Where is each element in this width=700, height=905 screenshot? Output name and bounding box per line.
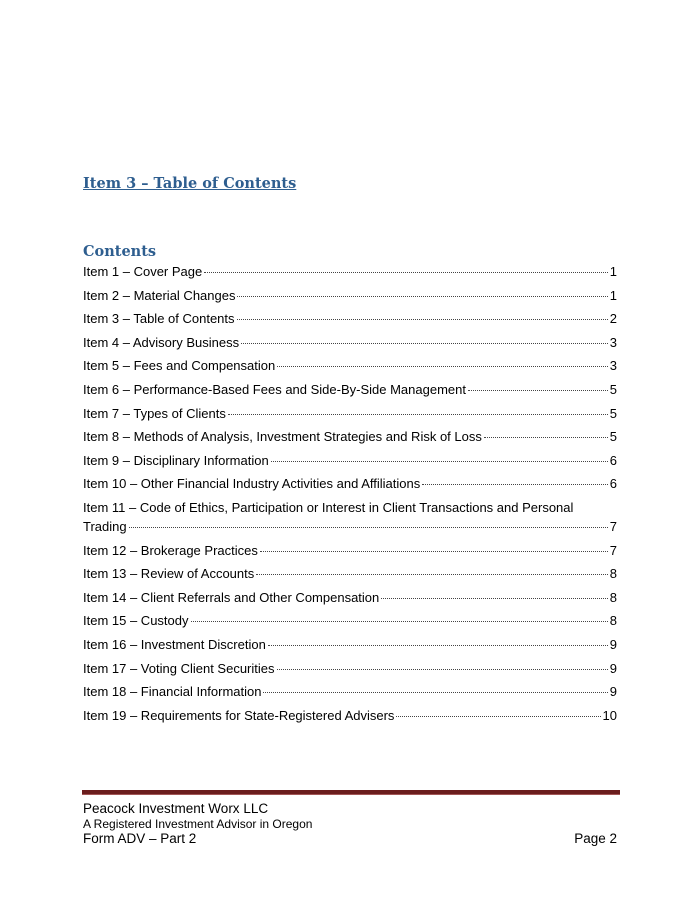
toc-entry[interactable] bbox=[83, 357, 617, 374]
toc-entry[interactable] bbox=[83, 287, 617, 304]
toc-entry[interactable] bbox=[83, 405, 617, 422]
footer-page-number: Page 2 bbox=[574, 831, 617, 846]
toc-entry-page: 5 bbox=[609, 429, 617, 445]
toc-entry-title: Item 5 – Fees and Compensation bbox=[83, 358, 276, 374]
footer-divider bbox=[82, 790, 620, 795]
toc-entry-page: 5 bbox=[609, 405, 617, 421]
toc-entry-title: Item 3 – Table of Contents bbox=[83, 311, 235, 327]
toc-entry[interactable] bbox=[83, 660, 617, 677]
toc-entry-page: 8 bbox=[609, 589, 617, 605]
toc-entry-title: Item 14 – Client Referrals and Other Compensation bbox=[83, 589, 380, 605]
toc-entry-title: Item 17 – Voting Client Securities bbox=[83, 660, 275, 676]
toc-entry[interactable] bbox=[83, 636, 617, 653]
toc-leader bbox=[277, 669, 608, 670]
toc-entry[interactable] bbox=[83, 310, 617, 327]
table-of-contents bbox=[83, 263, 617, 730]
toc-entry-page: 9 bbox=[609, 684, 617, 700]
toc-entry-page: 1 bbox=[609, 287, 617, 303]
toc-entry[interactable] bbox=[83, 542, 617, 559]
toc-entry-page: 7 bbox=[609, 542, 617, 558]
toc-entry[interactable] bbox=[83, 707, 617, 724]
toc-leader bbox=[237, 296, 607, 297]
toc-leader bbox=[260, 551, 608, 552]
toc-entry-page: 8 bbox=[609, 613, 617, 629]
toc-leader bbox=[237, 319, 608, 320]
toc-entry[interactable] bbox=[83, 683, 617, 700]
toc-entry-title: Item 10 – Other Financial Industry Activities and Affiliations bbox=[83, 476, 421, 492]
toc-leader bbox=[191, 621, 608, 622]
toc-entry[interactable] bbox=[83, 499, 617, 535]
toc-entry[interactable] bbox=[83, 334, 617, 351]
toc-entry[interactable] bbox=[83, 475, 617, 492]
toc-entry[interactable] bbox=[83, 428, 617, 445]
toc-entry-title: Item 15 – Custody bbox=[83, 613, 189, 629]
toc-entry-title: Item 2 – Material Changes bbox=[83, 287, 236, 303]
toc-entry-title: Item 7 – Types of Clients bbox=[83, 405, 226, 421]
toc-entry-title: Item 8 – Methods of Analysis, Investment Strategies and Risk of Loss bbox=[83, 429, 482, 445]
toc-entry-page: 6 bbox=[609, 476, 617, 492]
toc-leader bbox=[271, 461, 608, 462]
toc-entry-page: 9 bbox=[609, 636, 617, 652]
footer-form-label: Form ADV – Part 2 bbox=[83, 831, 197, 846]
toc-entry-title: Item 19 – Requirements for State-Registered Advisers bbox=[83, 707, 395, 723]
toc-entry-title: Item 12 – Brokerage Practices bbox=[83, 542, 258, 558]
toc-entry-page: 3 bbox=[609, 358, 617, 374]
toc-entry-page: 6 bbox=[609, 452, 617, 468]
toc-leader bbox=[268, 645, 608, 646]
toc-leader bbox=[396, 716, 600, 717]
toc-leader bbox=[381, 598, 608, 599]
toc-leader bbox=[204, 272, 608, 273]
toc-entry-title: Item 6 – Performance-Based Fees and Side-By-Side Management bbox=[83, 381, 466, 397]
toc-leader bbox=[263, 692, 607, 693]
toc-entry-title: Item 1 – Cover Page bbox=[83, 264, 203, 279]
toc-entry[interactable] bbox=[83, 452, 617, 469]
toc-entry-page: 10 bbox=[602, 707, 617, 723]
toc-entry-title: Item 9 – Disciplinary Information bbox=[83, 452, 269, 468]
toc-entry-title-line1: Item 11 – Code of Ethics, Participation or Interest in Client Transactions and Personal bbox=[83, 499, 574, 515]
toc-entry-page: 8 bbox=[609, 566, 617, 582]
toc-leader bbox=[468, 390, 608, 391]
toc-entry-page: 1 bbox=[609, 264, 617, 279]
toc-entry[interactable] bbox=[83, 565, 617, 582]
toc-entry-title-line2: Trading bbox=[83, 518, 127, 534]
toc-leader bbox=[241, 343, 608, 344]
toc-entry-title: Item 18 – Financial Information bbox=[83, 684, 262, 700]
toc-entry[interactable] bbox=[83, 589, 617, 606]
toc-entry[interactable] bbox=[83, 263, 617, 280]
toc-entry-page: 7 bbox=[609, 518, 617, 534]
footer-firm-name: Peacock Investment Worx LLC bbox=[83, 801, 269, 816]
contents-heading: Contents bbox=[83, 243, 157, 260]
toc-entry-page: 2 bbox=[609, 311, 617, 327]
toc-leader bbox=[422, 484, 608, 485]
toc-entry[interactable] bbox=[83, 381, 617, 398]
toc-entry-page: 9 bbox=[609, 660, 617, 676]
toc-entry-page: 3 bbox=[609, 334, 617, 350]
toc-entry-title: Item 16 – Investment Discretion bbox=[83, 636, 266, 652]
page-footer bbox=[83, 801, 617, 847]
toc-leader bbox=[228, 414, 608, 415]
toc-entry-title: Item 13 – Review of Accounts bbox=[83, 566, 255, 582]
toc-leader bbox=[484, 437, 608, 438]
toc-entry-page: 5 bbox=[609, 381, 617, 397]
footer-description: A Registered Investment Advisor in Oregon bbox=[83, 817, 313, 831]
toc-entry[interactable] bbox=[83, 612, 617, 629]
toc-leader bbox=[256, 574, 608, 575]
toc-leader bbox=[277, 366, 608, 367]
page-title: Item 3 – Table of Contents bbox=[83, 175, 297, 192]
toc-leader bbox=[129, 527, 608, 528]
toc-entry-title: Item 4 – Advisory Business bbox=[83, 334, 240, 350]
